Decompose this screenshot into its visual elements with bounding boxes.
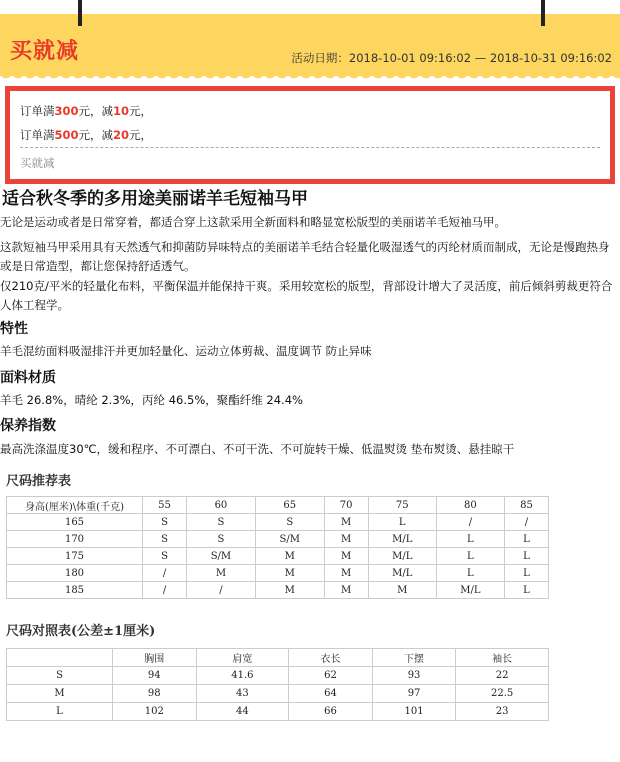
product-fabric-note: 仅210克/平米的轻量化布料，平衡保温并能保持干爽。采用较宽松的版型，背部设计增大了灵活度，前后倾斜剪裁更符合人体工程学。: [0, 279, 613, 312]
table-cell: S/M: [255, 531, 324, 548]
care-text: 最高洗涤温度30℃，缓和程序、不可漂白、不可干洗、不可旋转干燥、低温熨烫 垫布熨烫、悬挂晾干: [0, 442, 515, 456]
table-header-row: [7, 497, 549, 514]
promo-rules-box: [5, 86, 615, 184]
table-cell: M: [324, 582, 368, 599]
table-cell: M: [255, 548, 324, 565]
table-header-cell: 80: [436, 497, 504, 514]
product-description: 这款短袖马甲采用具有天然透气和抑菌防异味特点的美丽诺羊毛结合轻量化吸湿透气的丙纶材质而制成，无论是慢跑热身或是日常造型，都让您保持舒适透气。: [0, 240, 610, 273]
table-cell: 23: [456, 703, 549, 721]
table-cell: S/M: [187, 548, 256, 565]
table-cell: S: [143, 548, 187, 565]
table-cell: M: [7, 685, 113, 703]
table-cell: /: [504, 514, 548, 531]
banner-header: [0, 14, 620, 76]
table-row: [7, 582, 549, 599]
table-header-cell: 65: [255, 497, 324, 514]
rule-amount: 300: [54, 104, 79, 118]
table-cell: S: [143, 514, 187, 531]
table-row: [7, 565, 549, 582]
table-cell: /: [143, 582, 187, 599]
table-cell: L: [504, 531, 548, 548]
table-row: [7, 667, 549, 685]
table-cell: 41.6: [196, 667, 289, 685]
table-header-cell: 下摆: [372, 649, 456, 667]
features-text: 羊毛混纺面料吸湿排汗并更加轻量化、运动立体剪裁、温度调节 防止异味: [0, 344, 372, 358]
material-heading: 面料材质: [0, 370, 56, 386]
table-header-cell: 55: [143, 497, 187, 514]
table-cell: M/L: [368, 565, 436, 582]
promo-banner: [0, 0, 620, 185]
size-recommendation-table: [6, 496, 549, 599]
table-row: [7, 548, 549, 565]
table-row: [7, 685, 549, 703]
table-cell: L: [504, 565, 548, 582]
table-cell: 66: [289, 703, 373, 721]
table-cell: M/L: [368, 548, 436, 565]
table-cell: S: [187, 514, 256, 531]
table-cell: 44: [196, 703, 289, 721]
table-cell: L: [368, 514, 436, 531]
table-cell: M: [324, 548, 368, 565]
promo-link[interactable]: 买就减: [20, 156, 55, 170]
table-cell: 102: [113, 703, 197, 721]
product-title: 适合秋冬季的多用途美丽诺羊毛短袖马甲: [2, 189, 308, 209]
table-cell: L: [504, 582, 548, 599]
table-cell: 165: [7, 514, 143, 531]
table-cell: 22: [456, 667, 549, 685]
rule-suffix: 元，: [129, 128, 153, 142]
table-header-cell: 70: [324, 497, 368, 514]
table-header-cell: 衣长: [289, 649, 373, 667]
table-header-cell: 85: [504, 497, 548, 514]
table-cell: S: [255, 514, 324, 531]
size-comparison-table: [6, 648, 549, 721]
table-row: [7, 531, 549, 548]
table-cell: 22.5: [456, 685, 549, 703]
promo-date-range: 2018-10-01 09:16:02 — 2018-10-31 09:16:02: [348, 51, 612, 65]
promo-title: 买就减: [10, 39, 80, 64]
rule-amount: 500: [54, 128, 79, 142]
table-cell: M/L: [436, 582, 504, 599]
table-header-cell: 身高(厘米)\体重(千克): [7, 497, 143, 514]
promo-rule: [20, 103, 152, 119]
table-cell: M: [255, 565, 324, 582]
size-table-title: 尺码对照表(公差±1厘米): [6, 624, 156, 639]
table-cell: /: [187, 582, 256, 599]
promo-date-label: 活动日期：: [291, 51, 349, 65]
care-heading: 保养指数: [0, 418, 56, 434]
table-cell: 175: [7, 548, 143, 565]
dashed-divider: [20, 147, 600, 148]
table-header-cell: 袖长: [456, 649, 549, 667]
table-cell: M: [324, 514, 368, 531]
rule-discount: 10: [113, 104, 130, 118]
table-cell: 101: [372, 703, 456, 721]
table-cell: L: [436, 531, 504, 548]
table-cell: S: [187, 531, 256, 548]
table-cell: L: [436, 565, 504, 582]
table-cell: 43: [196, 685, 289, 703]
table-cell: L: [504, 548, 548, 565]
table-header-cell: [7, 649, 113, 667]
product-intro: 无论是运动或者是日常穿着，都适合穿上这款采用全新面料和略显宽松版型的美丽诺羊毛短袖马甲。: [0, 215, 506, 229]
material-text: 羊毛 26.8%，晴纶 2.3%，丙纶 46.5%，聚酯纤维 24.4%: [0, 393, 303, 407]
banner-scallop-edge: [0, 72, 620, 82]
table-cell: 180: [7, 565, 143, 582]
table-cell: 98: [113, 685, 197, 703]
table-row: [7, 703, 549, 721]
table-cell: M: [324, 565, 368, 582]
table-header-cell: 肩宽: [196, 649, 289, 667]
table-cell: 93: [372, 667, 456, 685]
table-cell: M: [187, 565, 256, 582]
table-cell: 185: [7, 582, 143, 599]
table-cell: /: [436, 514, 504, 531]
rule-mid: 元，减: [78, 128, 114, 142]
rule-prefix: 订单满: [20, 128, 55, 142]
rec-table-title: 尺码推荐表: [6, 474, 72, 489]
table-row: [7, 514, 549, 531]
table-header-cell: 胸围: [113, 649, 197, 667]
promo-rule: [20, 127, 152, 143]
table-cell: L: [436, 548, 504, 565]
table-cell: M: [255, 582, 324, 599]
rule-suffix: 元，: [129, 104, 153, 118]
rule-discount: 20: [113, 128, 130, 142]
table-cell: 170: [7, 531, 143, 548]
table-cell: M: [324, 531, 368, 548]
table-cell: /: [143, 565, 187, 582]
table-cell: L: [7, 703, 113, 721]
table-cell: M: [368, 582, 436, 599]
table-header-cell: 60: [187, 497, 256, 514]
rule-mid: 元，减: [78, 104, 114, 118]
table-cell: M/L: [368, 531, 436, 548]
table-cell: 62: [289, 667, 373, 685]
table-header-cell: 75: [368, 497, 436, 514]
table-cell: 64: [289, 685, 373, 703]
table-cell: S: [7, 667, 113, 685]
table-cell: 97: [372, 685, 456, 703]
hanger-string-right: [541, 0, 545, 26]
table-cell: 94: [113, 667, 197, 685]
promo-date: [291, 50, 612, 66]
table-cell: S: [143, 531, 187, 548]
hanger-string-left: [78, 0, 82, 26]
rule-prefix: 订单满: [20, 104, 55, 118]
table-header-row: [7, 649, 549, 667]
features-heading: 特性: [0, 321, 28, 337]
